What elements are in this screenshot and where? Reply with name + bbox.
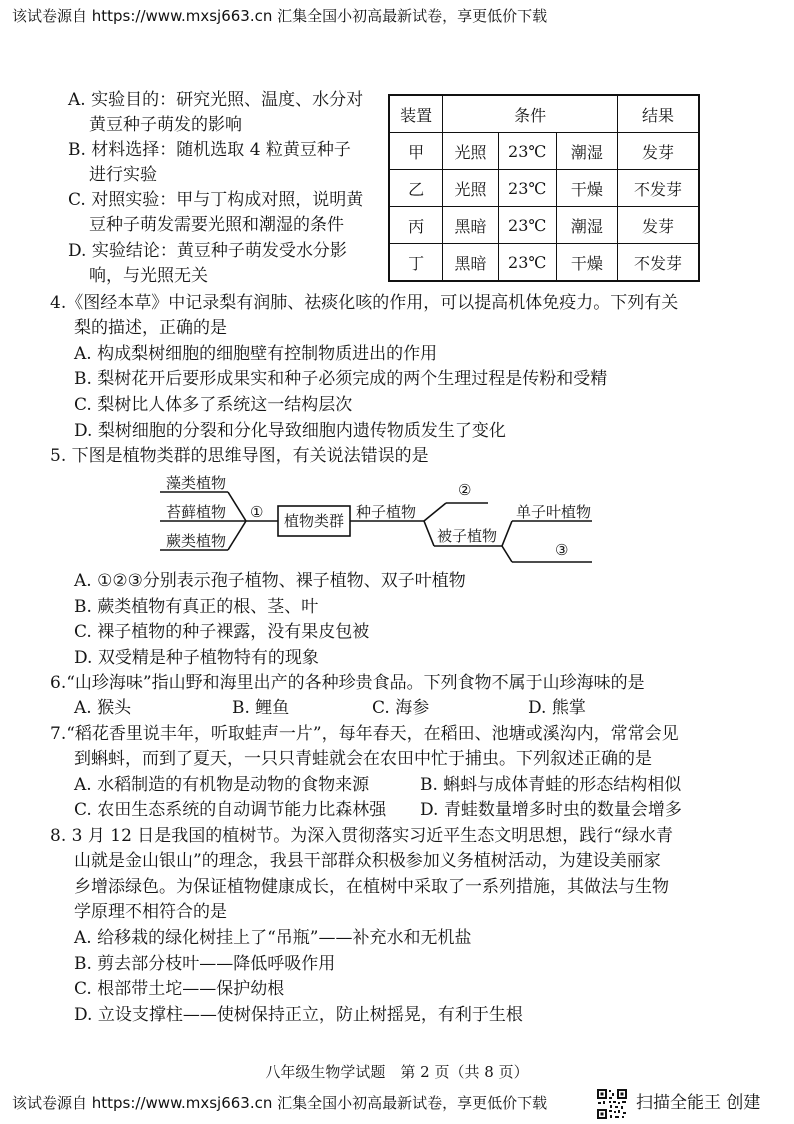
q7-option-c: C. 农田生态系统的自动调节能力比森林强 [74,800,387,820]
q8-stem-line2: 山就是金山银山”的理念，我县干部群众积极参加义务植树活动，为建设美丽家 [74,851,661,871]
source-banner-text: 该试卷源自 https://www.mxsj663.cn 汇集全国小初高最新试卷，享更低价下载 [12,7,548,25]
table-header-condition: 条件 [443,95,618,133]
q5-option-b: B. 蕨类植物有真正的根、茎、叶 [74,597,319,617]
table-cell: 潮湿 [556,207,618,244]
q8-option-a: A. 给移栽的绿化树挂上了“吊瓶”——补充水和无机盐 [74,928,472,948]
table-cell: 干燥 [556,244,618,282]
q7-option-a: A. 水稻制造的有机物是动物的食物来源 [74,775,370,795]
q3-option-d: D. 实验结论：黄豆种子萌发受水分影 [68,241,347,261]
mindmap-moss: 苔藓植物 [166,503,227,521]
q3-option-d-cont: 响，与光照无关 [89,266,208,286]
table-cell: 乙 [389,170,443,207]
q5-option-a: A. ①②③分别表示孢子植物、裸子植物、双子叶植物 [74,571,466,591]
q6-option-a: A. 猴头 [74,698,132,718]
scanner-watermark: 扫描全能王 创建 [636,1093,761,1113]
table-cell: 23℃ [498,207,556,244]
table-cell: 不发芽 [618,170,699,207]
q7-stem: 7.“稻花香里说丰年，听取蛙声一片”，每年春天，在稻田、池塘或溪沟内，常常会见 [50,724,679,744]
q7-option-d: D. 青蛙数量增多时虫的数量会增多 [420,800,682,820]
source-banner-text: 该试卷源自 https://www.mxsj663.cn 汇集全国小初高最新试卷，享更低价下载 [12,1094,548,1112]
q4-option-d: D. 梨树细胞的分裂和分化导致细胞内遗传物质发生了变化 [74,421,506,441]
mindmap-angiosperms: 被子植物 [437,527,498,545]
q6-stem: 6.“山珍海味”指山野和海里出产的各种珍贵食品。下列食物不属于山珍海味的是 [50,673,645,693]
q3-option-c-cont: 豆种子萌发需要光照和潮湿的条件 [89,215,344,235]
table-cell: 23℃ [498,133,556,170]
table-cell: 潮湿 [556,133,618,170]
table-cell: 不发芽 [618,244,699,282]
q6-option-c: C. 海参 [372,698,430,718]
q3-option-c: C. 对照实验：甲与丁构成对照，说明黄 [68,190,364,210]
page-number-footer: 八年级生物学试题 第 2 页（共 8 页） [265,1063,529,1081]
q5-stem: 5. 下图是植物类群的思维导图，有关说法错误的是 [50,446,429,466]
q6-option-d: D. 熊掌 [528,698,586,718]
q4-option-c: C. 梨树比人体多了系统这一结构层次 [74,395,353,415]
mindmap-circle-2: ② [458,481,472,499]
table-cell: 黑暗 [443,244,499,282]
q5-option-c: C. 裸子植物的种子裸露，没有果皮包被 [74,622,370,642]
table-cell: 黑暗 [443,207,499,244]
q3-option-b: B. 材料选择：随机选取 4 粒黄豆种子 [68,140,351,160]
mindmap-circle-1: ① [250,503,264,521]
table-cell: 发芽 [618,207,699,244]
q4-stem-cont: 梨的描述，正确的是 [74,318,227,338]
mindmap-seed-plants: 种子植物 [356,503,417,521]
table-cell: 光照 [443,133,499,170]
qr-code-icon [596,1088,628,1120]
q4-option-b: B. 梨树花开后要形成果实和种子必须完成的两个生理过程是传粉和受精 [74,369,608,389]
table-cell: 光照 [443,170,499,207]
table-cell: 23℃ [498,170,556,207]
table-cell: 甲 [389,133,443,170]
q8-option-d: D. 立设支撑柱——使树保持正立，防止树摇晃，有利于生根 [74,1005,523,1025]
table-cell: 丙 [389,207,443,244]
q4-option-a: A. 构成梨树细胞的细胞壁有控制物质进出的作用 [74,344,438,364]
table-cell: 丁 [389,244,443,282]
table-header-device: 装置 [389,95,443,133]
q4-stem: 4.《图经本草》中记录梨有润肺、祛痰化咳的作用，可以提高机体免疫力。下列有关 [50,293,679,313]
q3-option-a: A. 实验目的：研究光照、温度、水分对 [68,90,364,110]
q8-stem: 8. 3 月 12 日是我国的植树节。为深入贯彻落实习近平生态文明思想，践行“绿水青 [50,826,673,846]
q8-option-c: C. 根部带土坨——保护幼根 [74,979,285,999]
table-header-result: 结果 [618,95,699,133]
q7-option-b: B. 蝌蚪与成体青蛙的形态结构相似 [420,775,682,795]
q3-option-a-cont: 黄豆种子萌发的影响 [89,115,242,135]
mindmap-monocots: 单子叶植物 [516,503,592,521]
q8-stem-line3: 乡增添绿色。为保证植物健康成长，在植树中采取了一系列措施，其做法与生物 [74,877,669,897]
q8-option-b: B. 剪去部分枝叶——降低呼吸作用 [74,954,336,974]
q3-option-b-cont: 进行实验 [89,165,157,185]
mindmap-circle-3: ③ [555,541,569,559]
table-cell: 干燥 [556,170,618,207]
table-cell: 23℃ [498,244,556,282]
q5-option-d: D. 双受精是种子植物特有的现象 [74,648,319,668]
mindmap-algae: 藻类植物 [166,474,227,492]
mindmap-fern: 蕨类植物 [166,532,227,550]
mindmap-center: 植物类群 [284,512,345,530]
table-cell: 发芽 [618,133,699,170]
q6-option-b: B. 鲤鱼 [232,698,290,718]
q8-stem-line4: 学原理不相符合的是 [74,902,227,922]
q7-stem-cont: 到蝌蚪，而到了夏天，一只只青蛙就会在农田中忙于捕虫。下列叙述正确的是 [74,749,652,769]
